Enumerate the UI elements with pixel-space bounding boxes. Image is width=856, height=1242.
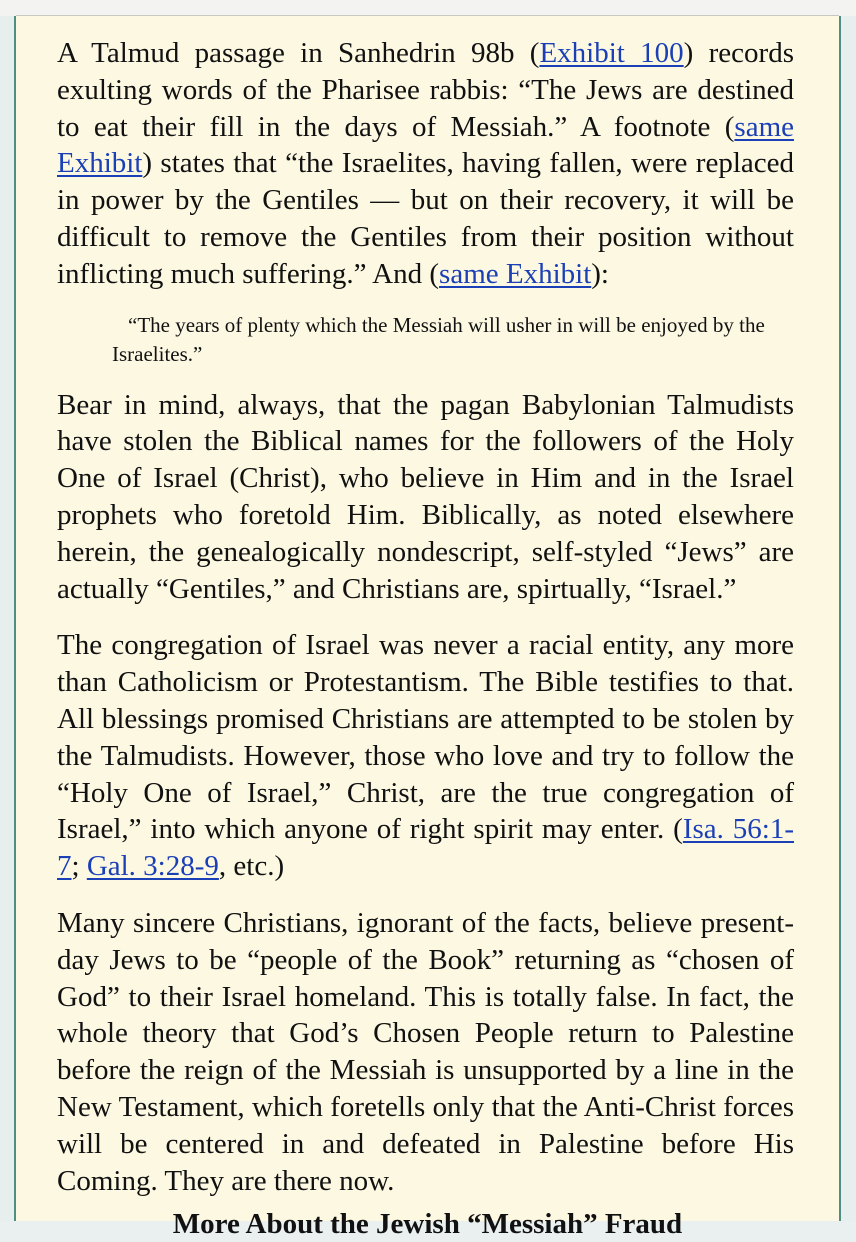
text-span: ; (71, 850, 87, 883)
document-page (16, 16, 839, 1240)
paragraph-sincere-christians: Many sincere Christians, ignorant of the facts, believe present-day Jews to be “people of the Book” returning as “chosen of God” to their Israel homeland. This is totally false. In fact, the whole theory that God’s Chosen People return to Palestine before the reign of the Messiah is unsupported by a line in the New Testament, which foretells only that the Anti-Christ forces will be centered in and defeated in Palestine before His Coming. They are there now. (57, 906, 794, 1197)
text-span: ) records exulting words of the Pharisee rabbis: “The Jews are destined to eat their fill in the days of Messiah.” A footnote ( (57, 37, 794, 143)
top-strip (0, 0, 856, 16)
text-span: A Talmud passage in Sanhedrin 98b ( (57, 37, 540, 69)
right-margin (841, 16, 856, 1221)
paragraph-talmud-passage (57, 35, 794, 293)
text-span: The congregation of Israel was never a racial entity, any more than Catholicism or Protestantism. The Bible testifies to that. All blessings promised Christians are attempted to be stolen by the Talmudists. However, those who love and try to follow the “Holy One of Israel,” Christ, are the true congregation of Israel,” into which anyone of right spirit may enter. ( (57, 629, 794, 846)
text-span: ): (591, 257, 609, 290)
text-span: ) states that “the Israelites, having fallen, were replaced in power by the Gentiles — but on their recovery, it will be difficult to remove the Gentiles from their position without inflicting much suffering.” And ( (57, 147, 794, 290)
left-margin (0, 16, 14, 1221)
gal-3-link[interactable]: Gal. 3:28-9 (86, 850, 219, 883)
isa-56-link[interactable]: Isa. 56:1-7 (57, 813, 794, 883)
same-exhibit-link-2[interactable]: same Exhibit (439, 257, 592, 290)
paragraph-congregation (57, 627, 794, 885)
exhibit-100-link[interactable]: Exhibit 100 (539, 37, 684, 69)
same-exhibit-link-1[interactable]: same Exhibit (57, 110, 794, 180)
article-body (57, 35, 794, 1199)
block-quote: “The years of plenty which the Messiah will usher in will be enjoyed by the Israelites.” (112, 312, 765, 366)
paragraph-biblical-names: Bear in mind, always, that the pagan Babylonian Talmudists have stolen the Biblical names for the followers of the Holy One of Israel (Christ), who believe in Him and in the Israel prophets who foretold Him. Biblically, as noted elsewhere herein, the genealogically nondescript, self-styled “Jews” are actually “Gentiles,” and Christians are, spirtually, “Israel.” (57, 388, 794, 605)
text-span: , etc.) (218, 850, 285, 883)
next-section-heading: More About the Jewish “Messiah” Fraud (172, 1208, 683, 1240)
